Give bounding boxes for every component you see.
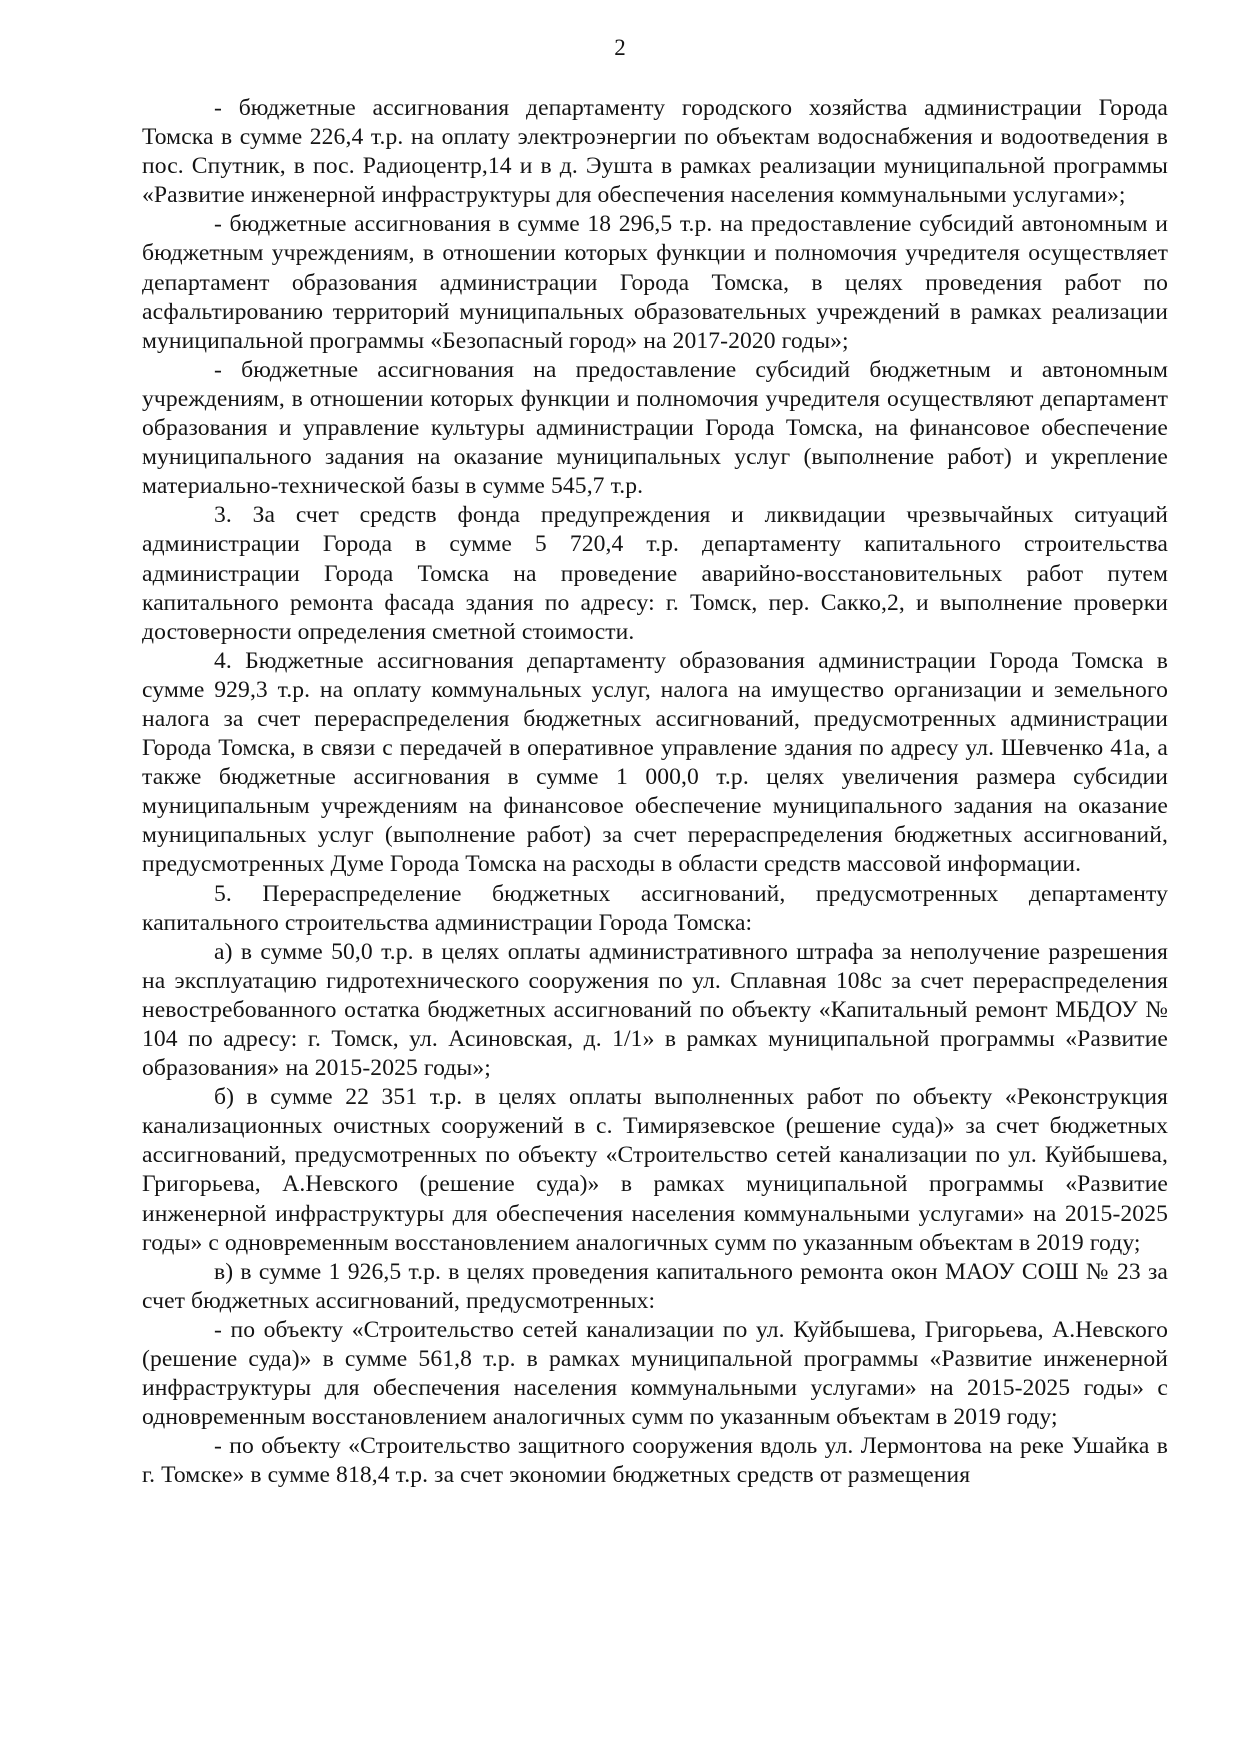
paragraph-asphalt-subsidies: - бюджетные ассигнования в сумме 18 296,5 т.р. на предоставление субсидий автономным и бюджетным учреждениям, в отношении которых функции и полномочия учредителя осуществляет департамент образования администрации Города Томска, в целях проведения работ по асфальтированию территорий муниципальных образовательных учреждений в рамках реализации муниципальной программы «Безопасный город» на 2017-2020 годы»; — [142, 211, 1168, 354]
document-body — [142, 94, 1168, 1491]
page-number: 2 — [614, 35, 626, 60]
paragraph-protective-structure-object: - по объекту «Строительство защитного сооружения вдоль ул. Лермонтова на реке Ушайка в г. Томске» в сумме 818,4 т.р. за счет экономии бюджетных средств от размещения — [142, 1433, 1168, 1489]
paragraph-item-5v: в) в сумме 1 926,5 т.р. в целях проведения капитального ремонта окон МАОУ СОШ № 23 за счет бюджетных ассигнований, предусмотренных: — [142, 1258, 1168, 1314]
paragraph-item-5a: а) в сумме 50,0 т.р. в целях оплаты административного штрафа за неполучение разрешения на эксплуатацию гидротехнического сооружения по ул. Сплавная 108с за счет перераспределения невостребованного остатка бюджетных ассигнований по объекту «Капитальный ремонт МБДОУ № 104 по адресу: г. Томск, ул. Асиновская, д. 1/1» в рамках муниципальной программы «Развитие образования» на 2015-2025 годы»; — [142, 938, 1168, 1082]
paragraph-utilities-energy: - бюджетные ассигнования департаменту городского хозяйства администрации Города Томска в сумме 226,4 т.р. на оплату электроэнергии по объектам водоснабжения и водоотведения в пос. Спутник, в пос. Радиоцентр,14 и в д. Эушта в рамках реализации муниципальной программы «Развитие инженерной инфраструктуры для обеспечения населения коммунальными услугами»; — [142, 95, 1168, 209]
paragraph-item-5-redistribution: 5. Перераспределение бюджетных ассигнований, предусмотренных департаменту капитального строительства администрации Города Томска: — [142, 880, 1168, 936]
paragraph-sewer-object: - по объекту «Строительство сетей канализации по ул. Куйбышева, Григорьева, А.Невского (решение суда)» в сумме 561,8 т.р. в рамках муниципальной программы «Развитие инженерной инфраструктуры для обеспечения населения коммунальными услугами» на 2015-2025 годы» с одновременным восстановлением аналогичных сумм по указанным объектам в 2019 году; — [142, 1316, 1168, 1431]
paragraph-item-3-emergency-fund: 3. За счет средств фонда предупреждения и ликвидации чрезвычайных ситуаций администрации Города в сумме 5 720,4 т.р. департаменту капитального строительства администрации Города Томска на проведение аварийно-восстановительных работ путем капитального ремонта фасада здания по адресу: г. Томск, пер. Сакко,2, и выполнение проверки достоверности определения сметной стоимости. — [142, 502, 1168, 645]
paragraph-item-4-education-department: 4. Бюджетные ассигнования департаменту образования администрации Города Томска в сумме 929,3 т.р. на оплату коммунальных услуг, налога на имущество организации и земельного налога за счет перераспределения бюджетных ассигнований, предусмотренных администрации Города Томска, в связи с передачей в оперативное управление здания по адресу ул. Шевченко 41а, а также бюджетные ассигнования в сумме 1 000,0 т.р. целях увеличения размера субсидии муниципальным учреждениям на финансовое обеспечение муниципального задания на оказание муниципальных услуг (выполнение работ) за счет перераспределения бюджетных ассигнований, предусмотренных Думе Города Томска на расходы в области средств массовой информации. — [142, 647, 1168, 878]
paragraph-education-culture-subsidies: - бюджетные ассигнования на предоставление субсидий бюджетным и автономным учреждениям, в отношении которых функции и полномочия учредителя осуществляют департамент образования и управление культуры администрации Города Томска, на финансовое обеспечение муниципального задания на оказание муниципальных услуг (выполнение работ) и укрепление материально-технической базы в сумме 545,7 т.р. — [142, 356, 1168, 500]
paragraph-item-5b: б) в сумме 22 351 т.р. в целях оплаты выполненных работ по объекту «Реконструкция канализационных очистных сооружений в с. Тимирязевское (решение суда)» за счет бюджетных ассигнований, предусмотренных по объекту «Строительство сетей канализации по ул. Куйбышева, Григорьева, А.Невского (решение суда)» в рамках муниципальной программы «Развитие инженерной инфраструктуры для обеспечения населения коммунальными услугами» на 2015-2025 годы» с одновременным восстановлением аналогичных сумм по указанным объектам в 2019 году; — [142, 1084, 1168, 1256]
